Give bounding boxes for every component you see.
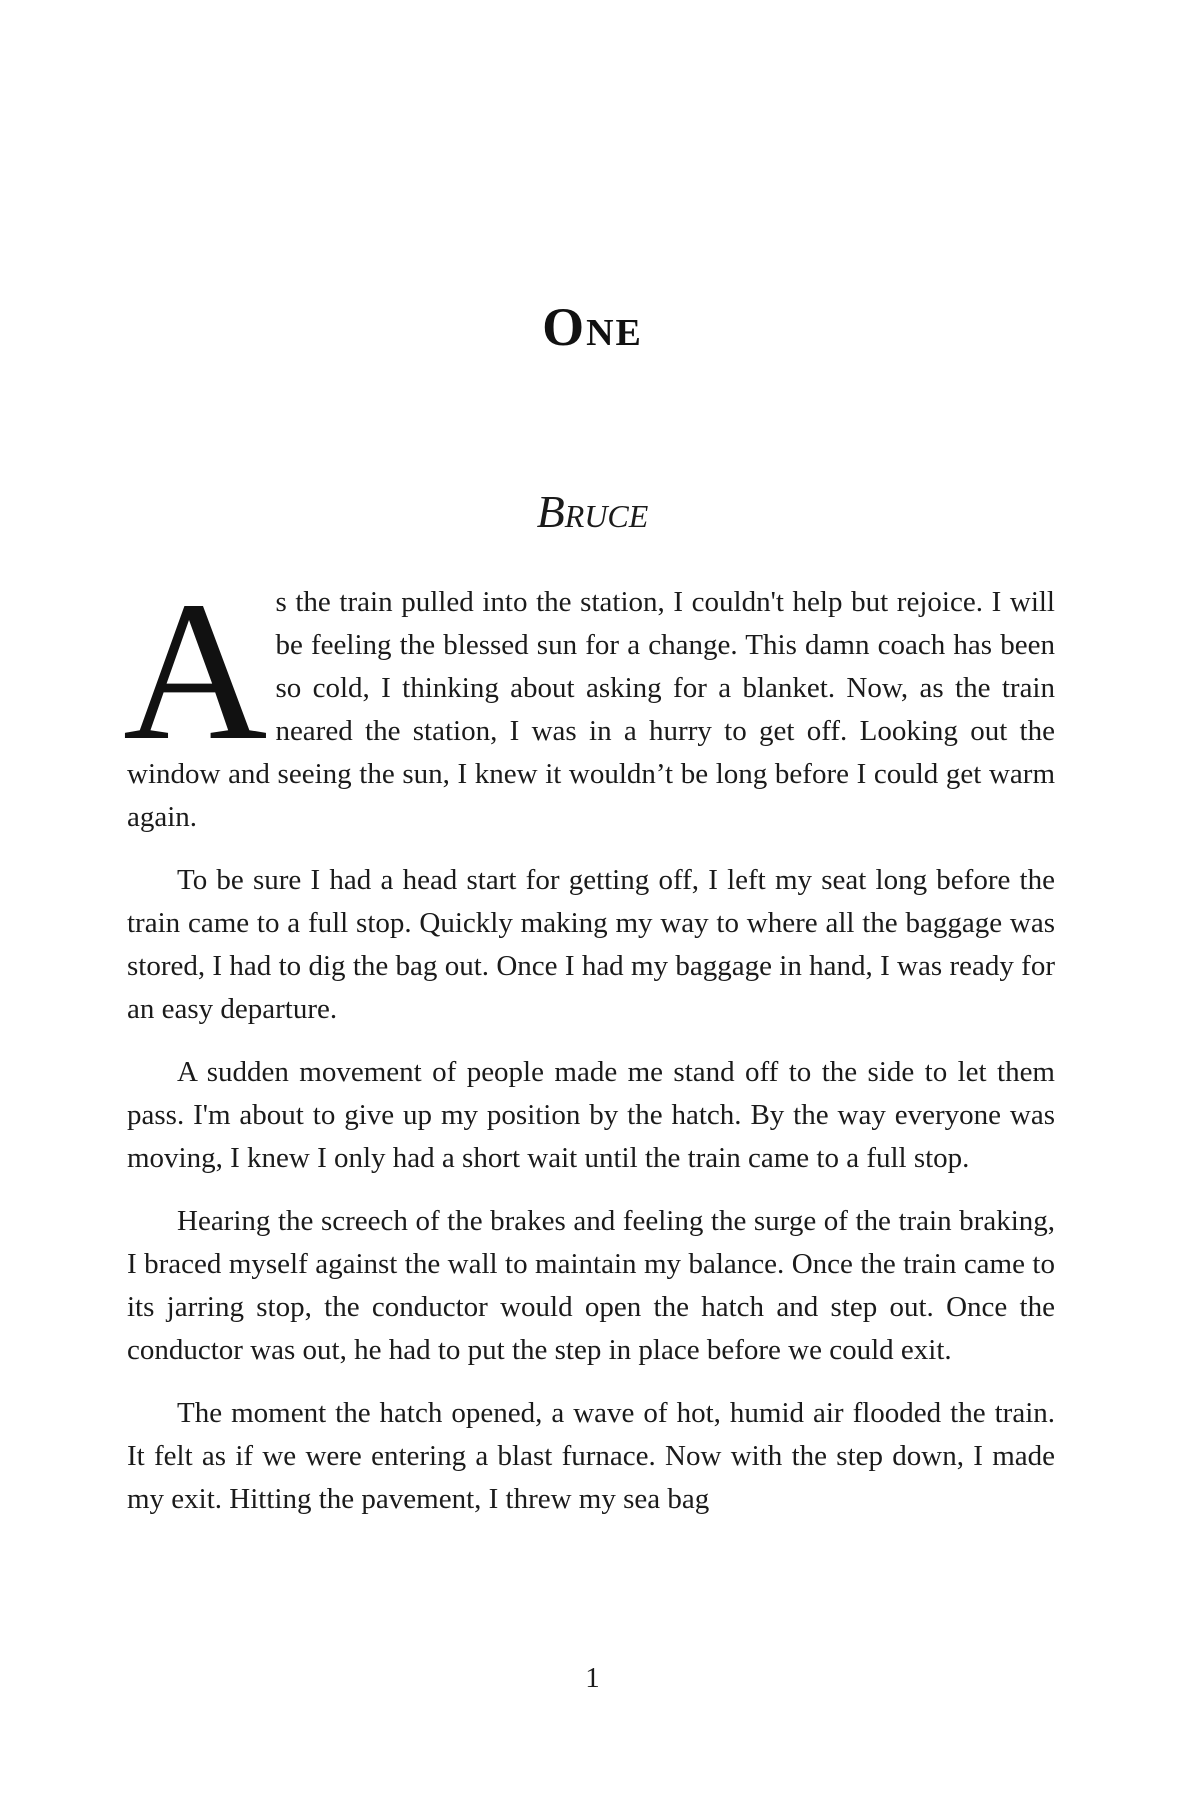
paragraph-3: A sudden movement of people made me stand off to the side to let them pass. I'm about to give up my position by the hatch. By the way everyone was moving, I knew I only had a short wait until the train came to a full stop.	[127, 1056, 1055, 1174]
page-number: 1	[585, 1662, 600, 1694]
paragraph-2: To be sure I had a head start for getting off, I left my seat long before the train came to a full stop. Quickly making my way to where all the baggage was stored, I had to dig the bag out. Once I had my baggage in hand, I was ready for an easy departure.	[127, 864, 1055, 1025]
chapter-title: One	[542, 297, 643, 357]
chapter-subtitle: Bruce	[536, 486, 649, 537]
drop-cap: A	[123, 561, 268, 782]
chapter-body	[123, 561, 1055, 1541]
paragraph-1-text: s the train pulled into the station, I couldn't help but rejoice. I will be feeling the blessed sun for a change. This damn coach has been so cold, I thinking about asking for a blanket. Now, as the train neared the station, I was in a hurry to get off. Looking out the window and seeing the sun, I knew it wouldn’t be long before I could get warm again.	[127, 586, 1055, 833]
paragraph-4: Hearing the screech of the brakes and feeling the surge of the train braking, I braced myself against the wall to maintain my balance. Once the train came to its jarring stop, the conductor would open the hatch and step out. Once the conductor was out, he had to put the step in place before we could exit.	[127, 1205, 1055, 1366]
paragraph-5: The moment the hatch opened, a wave of hot, humid air flooded the train. It felt as if we were entering a blast furnace. Now with the step down, I made my exit. Hitting the pavement, I threw my sea bag	[127, 1397, 1055, 1515]
paragraph-1	[123, 561, 1055, 839]
